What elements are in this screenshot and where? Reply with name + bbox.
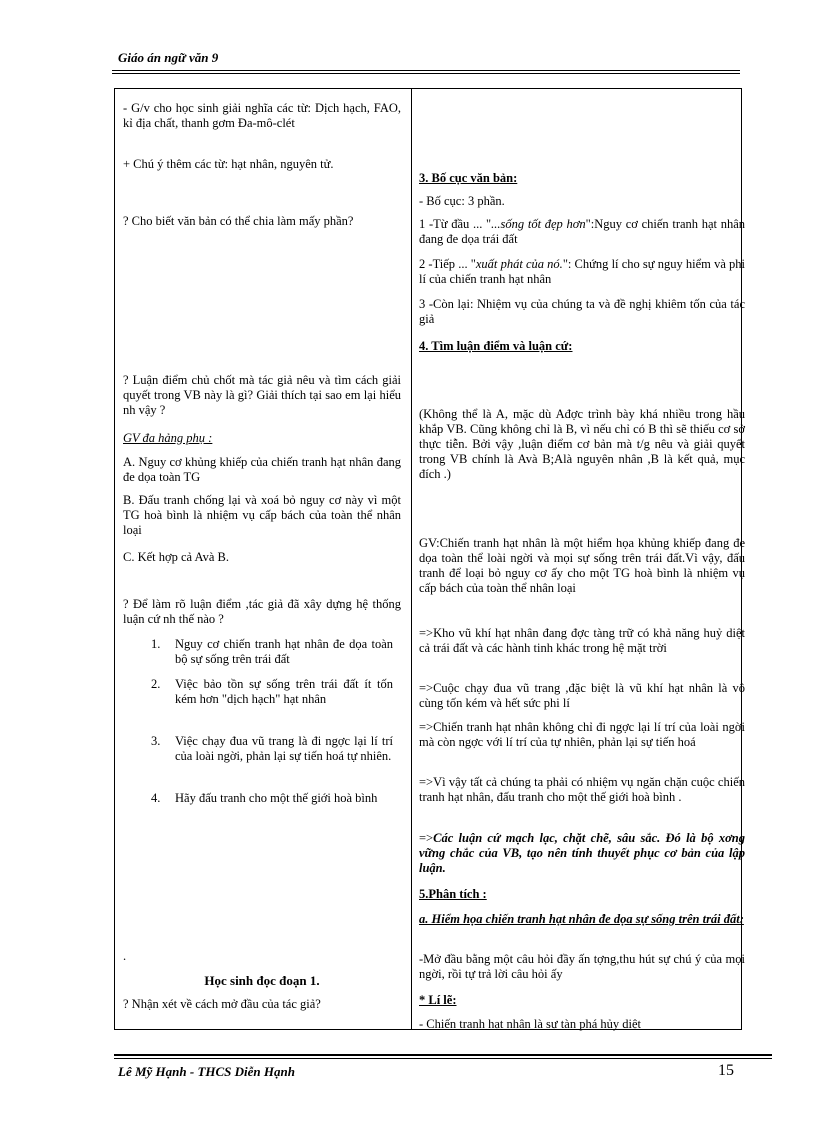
right-r5: 3 -Còn lại: Nhiệm vụ của chúng ta và đề nghị khiêm tốn của tác giả [419, 297, 745, 326]
right-r17: * Lí lẽ: [419, 993, 457, 1007]
left-p5: GV đa hảng phụ : [123, 431, 213, 445]
left-p11: ? Nhận xét về cách mở đầu của tác giả? [123, 997, 321, 1011]
footer-rule-2 [114, 1058, 772, 1059]
right-r2: - Bố cục: 3 phần. [419, 194, 505, 208]
right-r12: =>Vì vậy tất cả chúng ta phải có nhiệm vụ ngăn chặn cuộc chiến tranh hạt nhân, đấu tranh cho một thế giới hoà bình . [419, 775, 745, 804]
left-p4: ? Luận điểm chủ chốt mà tác giả nêu và tìm cách giải quyết trong VB này là gì? Giải thích tại sao em lại hiểu nh vậy ? [123, 373, 401, 417]
content-column [412, 89, 746, 1031]
right-r14: 5.Phân tích : [419, 887, 487, 901]
footer-rule [114, 1054, 772, 1056]
right-r8: GV:Chiến tranh hạt nhân là một hiểm họa khủng khiếp đang đe dọa toàn thể loài ngời và mọi sự sống trên trái đất.Vì vậy, đấu tranh để loại bỏ nguy cơ ấy cho một TG hoà bình là nhiệm vụ cấp bách của toàn thể nhân loại [419, 536, 745, 595]
right-r10: =>Cuộc chạy đua vũ trang ,đặc biệt là vũ khí hạt nhân là vô cùng tốn kém và hết sức phi lí [419, 681, 745, 710]
right-r11: =>Chiến tranh hạt nhân không chỉ đi ngợc lại lí trí của loài ngời mà còn ngợc với lí trí của tự nhiên, phản lại sự tiến hoá [419, 720, 745, 749]
right-r7: (Không thể là A, mặc dù Ađợc trình bày khá nhiều trong hầu khắp VB. Cũng không chỉ là B, vì nếu chỉ có B thì sẽ thiếu cơ sở thực tiễn. Bởi vậy ,luận điểm cơ bản mà t/g nêu và giải quyết trong VB chính là Avà B;Alà nguyên nhân ,B là kết quả, mục đích .) [419, 407, 745, 481]
left-p7: B. Đấu tranh chống lại và xoá bỏ nguy cơ này vì một TG hoà bình là nhiệm vụ cấp bách của toàn thể nhân loại [123, 493, 401, 537]
page-header-title: Giáo án ngữ văn 9 [118, 50, 219, 65]
left-p10: Học sinh đọc đoạn 1. [204, 973, 320, 988]
right-r16: -Mở đầu bằng một câu hỏi đầy ấn tợng,thu hút sự chú ý của mọi ngời, rồi tự trả lời câu hỏi ấy [419, 952, 745, 981]
page-number: 15 [718, 1062, 734, 1079]
lesson-table [114, 88, 746, 1031]
left-p1: - G/v cho học sinh giải nghĩa các từ: Dịch hạch, FAO, kỉ địa chất, thanh gơm Đa-mô-clét [123, 101, 401, 130]
header-rule [112, 70, 740, 71]
right-r9: =>Kho vũ khí hạt nhân đang đợc tàng trữ có khả năng huỷ diệt cả trái đất và các hành tinh khác trong hệ mặt trời [419, 626, 745, 655]
right-r18: - Chiến tranh hạt nhân là sự tàn phá hủy diệt [419, 1017, 641, 1031]
right-r3: 1 -Từ đầu ... "...sống tốt đẹp hơn":Nguy cơ chiến tranh hạt nhân đang đe dọa trái đất [419, 217, 746, 246]
right-r6: 4. Tìm luận điểm và luận cứ: [419, 339, 573, 353]
left-p2: + Chú ý thêm các từ: hạt nhân, nguyên tử. [123, 157, 334, 171]
header-rule-2 [112, 73, 740, 74]
right-r1: 3. Bố cục văn bản: [419, 171, 518, 185]
right-r13: =>Các luận cứ mạch lạc, chặt chẽ, sâu sắc. Đó là bộ xơng vững chắc của VB, tạo nên tính thuyết phục cơ bản của lập luận. [419, 831, 745, 875]
list-item: 4. Hãy đấu tranh cho một thế giới hoà bình [151, 791, 378, 805]
footer-author: Lê Mỹ Hạnh - THCS Diễn Hạnh [118, 1064, 295, 1079]
left-p8: C. Kết hợp cả Avà B. [123, 550, 230, 564]
list-item: 3. Việc chạy đua vũ trang là đi ngợc lại lí trí của loài ngời, phản lại sự tiến hoá tự nhiên. [151, 734, 393, 763]
left-p6: A. Nguy cơ khủng khiếp của chiến tranh hạt nhân đang đe dọa toàn TG [123, 455, 401, 484]
list-item: 2. Việc bảo tồn sự sống trên trái đất ít tốn kém hơn "dịch hạch" hạt nhân [151, 677, 393, 706]
teacher-column [115, 89, 412, 1030]
right-r15: a. Hiểm họa chiến tranh hạt nhân đe dọa sự sống trên trái đất: [419, 912, 744, 926]
left-p9: ? Để làm rõ luận điểm ,tác giả đã xây dựng hệ thống luận cứ nh thế nào ? [123, 597, 401, 626]
left-p3: ? Cho biết văn bản có thể chia làm mấy phần? [123, 214, 354, 228]
list-item: 1. Nguy cơ chiến tranh hạt nhân đe dọa toàn bộ sự sống trên trái đất [151, 637, 393, 666]
left-dot: . [123, 949, 127, 963]
right-r4: 2 -Tiếp ... "xuất phát của nó.": Chứng lí cho sự nguy hiểm và phi lí của chiến tranh hạt nhân [419, 257, 746, 286]
